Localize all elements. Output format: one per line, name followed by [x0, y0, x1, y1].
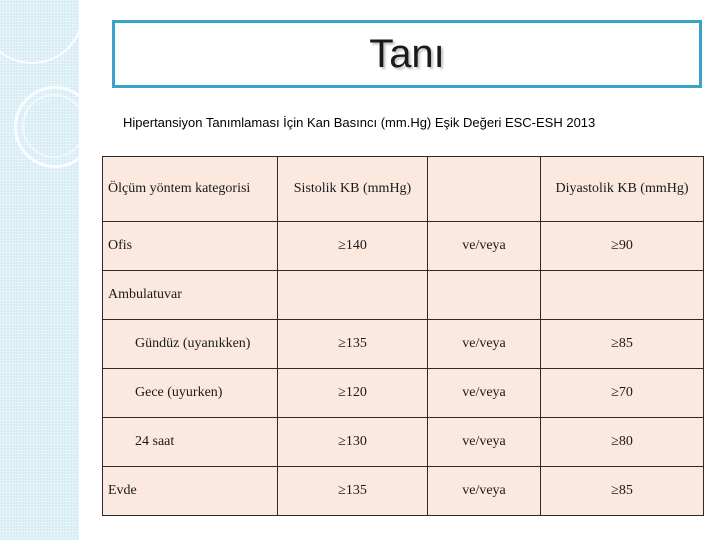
- table-row: [103, 271, 704, 320]
- row-conjunction: ve/veya: [428, 467, 541, 516]
- table-row: [103, 320, 704, 369]
- header-diastolic: Diyastolik KB (mmHg): [541, 157, 704, 222]
- row-systolic: ≥140: [278, 222, 428, 271]
- row-diastolic: ≥85: [541, 320, 704, 369]
- row-category: Gündüz (uyanıkken): [103, 320, 278, 369]
- slide-subtitle: Hipertansiyon Tanımlaması İçin Kan Basıncı (mm.Hg) Eşik Değeri ESC-ESH 2013: [123, 115, 596, 130]
- header-systolic: Sistolik KB (mmHg): [278, 157, 428, 222]
- header-conjunction: [428, 157, 541, 222]
- row-systolic: [278, 271, 428, 320]
- row-systolic: ≥120: [278, 369, 428, 418]
- slide-title: Tanı: [369, 31, 445, 76]
- row-conjunction: ve/veya: [428, 369, 541, 418]
- header-category: Ölçüm yöntem kategorisi: [103, 157, 278, 222]
- row-systolic: ≥135: [278, 467, 428, 516]
- decorative-circle: [0, 0, 84, 64]
- row-conjunction: ve/veya: [428, 320, 541, 369]
- row-category: Ofis: [103, 222, 278, 271]
- row-category: Ambulatuvar: [103, 271, 278, 320]
- row-diastolic: ≥70: [541, 369, 704, 418]
- decorative-side-strip: [0, 0, 79, 540]
- table-row: [103, 222, 704, 271]
- row-conjunction: [428, 271, 541, 320]
- row-category: Gece (uyurken): [103, 369, 278, 418]
- table-header-row: [103, 157, 704, 222]
- row-diastolic: [541, 271, 704, 320]
- row-conjunction: ve/veya: [428, 222, 541, 271]
- table-row: [103, 369, 704, 418]
- row-systolic: ≥135: [278, 320, 428, 369]
- title-box: [112, 20, 702, 88]
- row-diastolic: ≥80: [541, 418, 704, 467]
- bp-threshold-table: [102, 156, 704, 516]
- decorative-circle: [22, 94, 86, 158]
- table-row: [103, 418, 704, 467]
- row-systolic: ≥130: [278, 418, 428, 467]
- row-conjunction: ve/veya: [428, 418, 541, 467]
- row-category: Evde: [103, 467, 278, 516]
- row-diastolic: ≥90: [541, 222, 704, 271]
- row-diastolic: ≥85: [541, 467, 704, 516]
- table-row: [103, 467, 704, 516]
- row-category: 24 saat: [103, 418, 278, 467]
